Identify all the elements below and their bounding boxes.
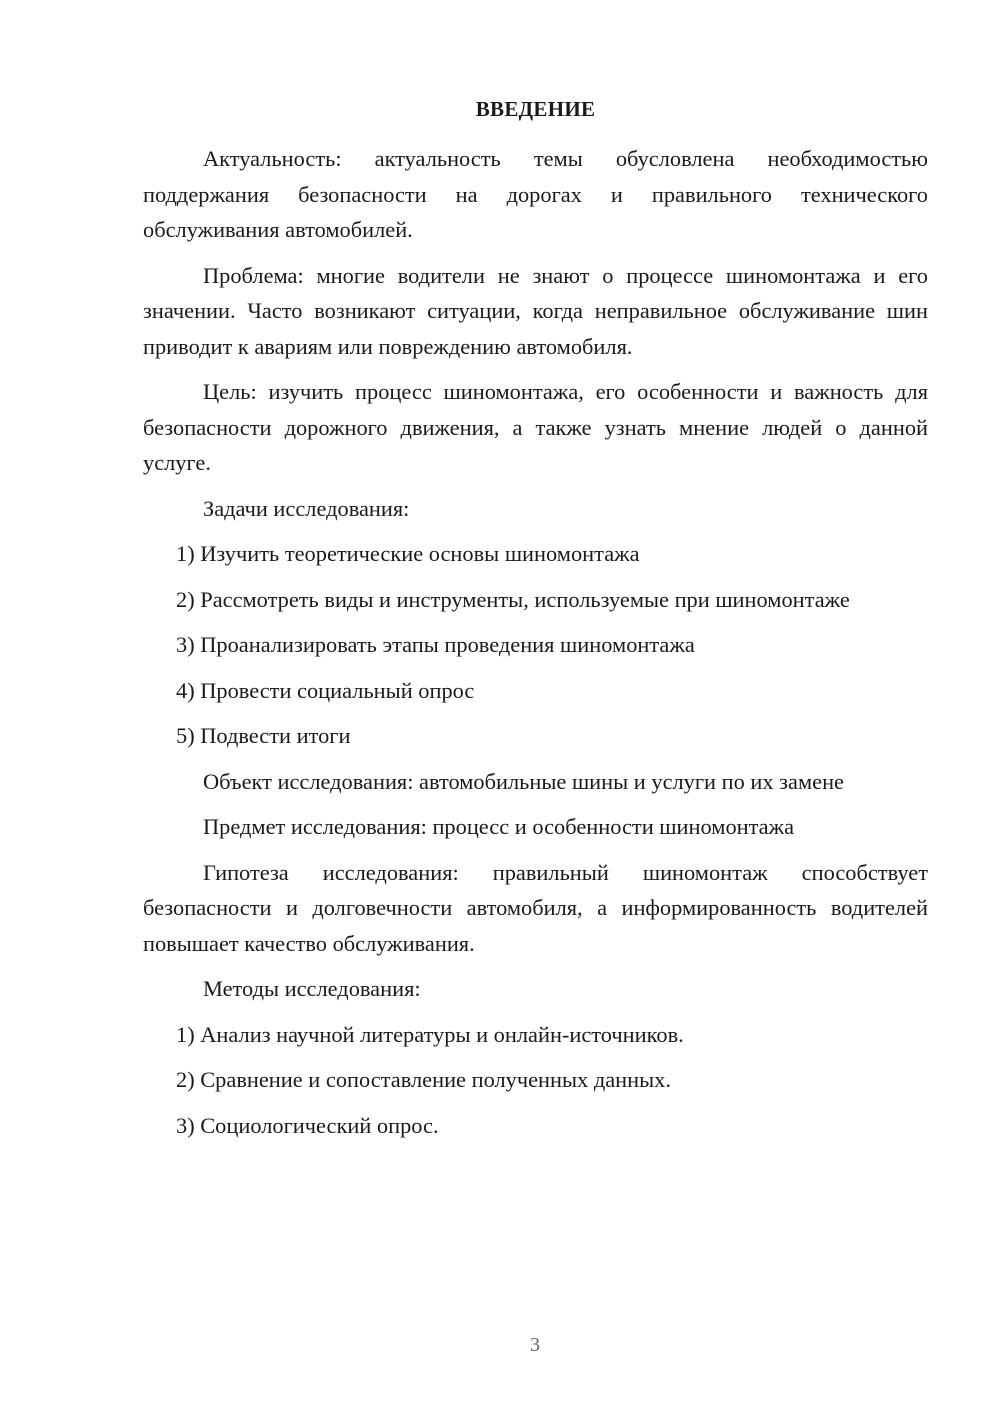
method-item: 1) Анализ научной литературы и онлайн-источников. (176, 1021, 684, 1047)
method-item: 2) Сравнение и сопоставление полученных данных. (176, 1067, 671, 1092)
task-item: 3) Проанализировать этапы проведения шиномонтажа (176, 632, 695, 657)
hypothesis-paragraph: Гипотеза исследования: правильный шиномонтаж способствует безопасности и долговечности автомобиля, а информированность водителей повышает качество обслуживания. (143, 859, 928, 956)
task-item: 5) Подвести итоги (176, 723, 351, 748)
page-content (143, 93, 928, 1153)
relevance-paragraph: Актуальность: актуальность темы обусловлена необходимостью поддержания безопасности на дорогах и правильного технического обслуживания автомобилей. (143, 146, 928, 242)
task-item: 2) Рассмотреть виды и инструменты, используемые при шиномонтаже (176, 586, 850, 612)
problem-paragraph: Проблема: многие водители не знают о процессе шиномонтажа и его значении. Часто возникают ситуации, когда неправильное обслуживание шин приводит к авариям или повреждению автомобиля. (143, 262, 928, 359)
object-line: Объект исследования: автомобильные шины и услуги по их замене (203, 768, 844, 794)
subject-line: Предмет исследования: процесс и особенности шиномонтажа (203, 814, 795, 839)
method-item: 3) Социологический опрос. (176, 1112, 439, 1138)
task-item: 1) Изучить теоретические основы шиномонтажа (176, 541, 640, 566)
goal-paragraph: Цель: изучить процесс шиномонтажа, его особенности и важность для безопасности дорожного движения, а также узнать мнение людей о данной услуге. (143, 379, 928, 475)
task-item: 4) Провести социальный опрос (176, 677, 475, 703)
section-title: ВВЕДЕНИЕ (475, 97, 596, 121)
tasks-heading: Задачи исследования: (203, 495, 410, 521)
methods-heading: Методы исследования: (203, 976, 421, 1001)
page-number: 3 (530, 1334, 540, 1356)
